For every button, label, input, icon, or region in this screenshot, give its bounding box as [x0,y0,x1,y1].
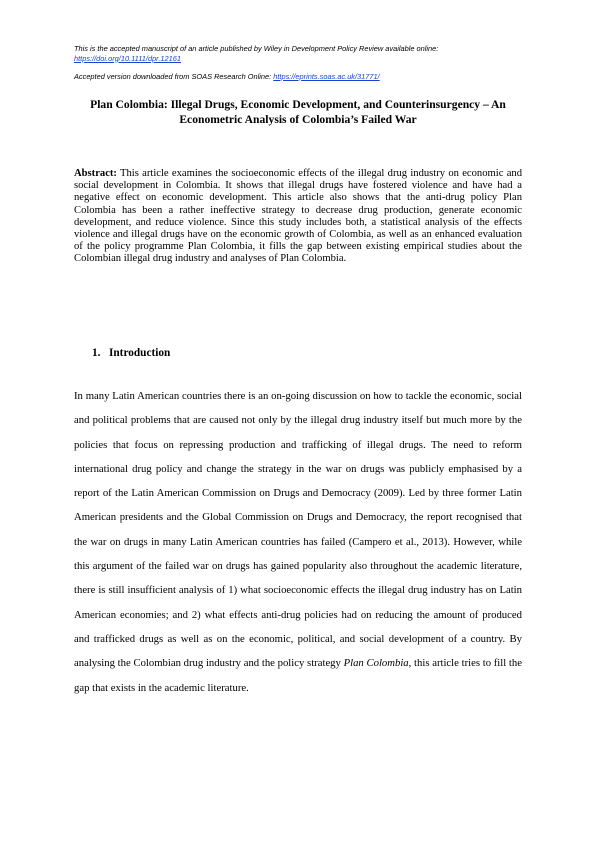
abstract-text: This article examines the socioeconomic effects of the illegal drug industry on economic and social development in Colombia. It shows that illegal drugs have fostered violence and have had a negative effect on economic development. This article also shows that the anti-drug policy Plan Colombia has been a rather ineffective strategy to decrease drug production, generate economic development, and reduce violence. Since this study includes both, a statistical analysis of the effects violence and illegal drugs have on the economic growth of Colombia, as well as an enhanced evaluation of the policy programme Plan Colombia, it fills the gap between existing empirical studies about the Colombian illegal drug industry and analyses of Plan Colombia. [74,168,522,265]
section-heading [92,347,170,359]
title-line-2: Econometric Analysis of Colombia’s Failed War [179,112,417,126]
eprints-link[interactable]: https://eprints.soas.ac.uk/31771/ [273,72,380,81]
abstract [74,168,522,266]
paragraph-text-2: , this article tries to fill the gap that exists in the academic literature. [74,657,522,694]
paragraph-italic-term: Plan Colombia [343,657,409,670]
abstract-label: Abstract: [74,168,117,179]
download-notice [74,72,380,82]
paper-title [74,98,522,127]
section-number: 1. [92,347,101,359]
introduction-paragraph [74,384,522,700]
manuscript-notice [74,44,438,63]
section-title: Introduction [109,347,171,359]
download-notice-text: Accepted version downloaded from SOAS Research Online: [74,72,272,81]
title-line-1: Plan Colombia: Illegal Drugs, Economic Development, and Counterinsurgency – An [90,98,506,111]
paragraph-text-1: In many Latin American countries there is an on-going discussion on how to tackle the economic, social and political problems that are caused not only by the illegal drug industry itself but much more by the policies that focus on repressing production and trafficking of illegal drugs. The need to reform international drug policy and change the strategy in the war on drugs was publicly emphasised by a report of the Latin American Commission on Drugs and Democracy (2009). Led by three former Latin American presidents and the Global Commission on Drugs and Democracy, the report recognised that the war on drugs in many Latin American countries has failed (Campero et al., 2013). However, while this argument of the failed war on drugs has gained popularity also throughout the academic literature, there is still insufficient analysis of 1) what socioeconomic effects the illegal drug industry has on Latin American economies; and 2) what effects anti-drug policies had on reducing the amount of produced and trafficked drugs as well as on the economic, political, and social development of a country. By analysing the Colombian drug industry and the policy strategy [74,390,522,670]
manuscript-notice-text: This is the accepted manuscript of an article published by Wiley in Development Policy Review available online: [74,44,439,53]
doi-link[interactable]: https://doi.org/10.1111/dpr.12161 [74,53,181,63]
